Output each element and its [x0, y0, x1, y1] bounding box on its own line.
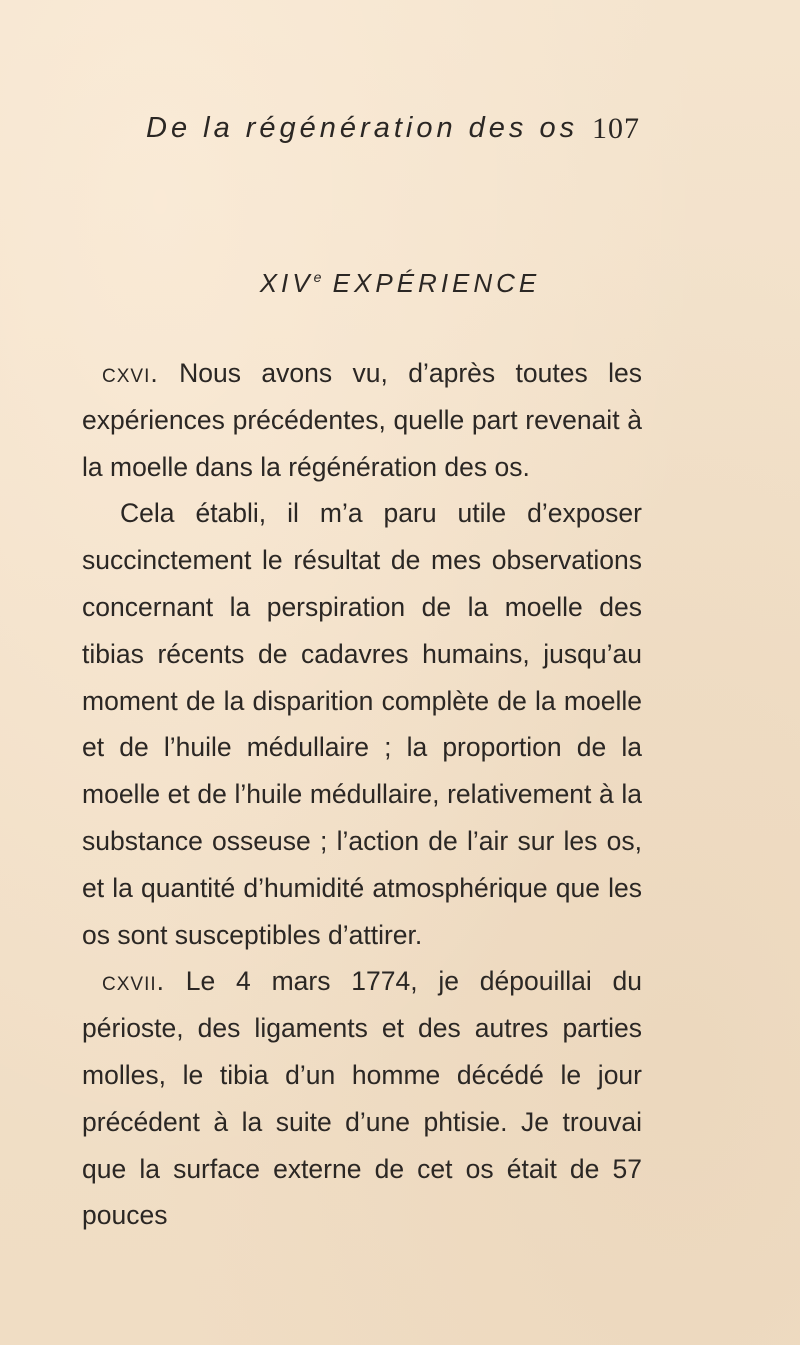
paragraph-cxvi: [82, 350, 642, 490]
section-number: cxvi.: [102, 358, 159, 388]
heading-numeral: XIV: [259, 268, 314, 298]
paragraph-text: Le 4 mars 1774, je dépouillai du périoste, des ligaments et des autres parties molles, le tibia d’un homme décédé le jour précédent à la suite d’une phtisie. Je trouvai que la surface externe de cet os était de 57 pouces: [82, 966, 642, 1231]
page-number: 107: [592, 112, 640, 145]
running-head-title: De la régénération des os: [146, 112, 579, 144]
section-number: cxvii.: [102, 966, 165, 997]
paragraph-cela-etabli: [82, 490, 642, 958]
body-text: [82, 350, 642, 1239]
heading-superscript: e: [313, 269, 322, 285]
paragraph-text: Cela établi, il m’a paru utile d’exposer succinctement le résultat de mes observations concernant la perspiration de la moelle des tibias récents de cadavres humains, jusqu’au moment de la disparition complète de la moelle et de l’huile médullaire ; la proportion de la moelle et de l’huile médullaire, relativement à la substance osseuse ; l’action de l’air sur les os, et la quantité d’humidité atmosphérique que les os sont susceptibles d’attirer.: [82, 498, 642, 950]
running-head: [146, 112, 640, 152]
paragraph-text: Nous avons vu, d’après toutes les expériences précédentes, quelle part revenait à la moelle dans la régénération des os.: [82, 358, 642, 482]
heading-title: EXPÉRIENCE: [332, 268, 541, 298]
chapter-heading: [0, 268, 800, 299]
paragraph-cxvii: [82, 958, 642, 1239]
